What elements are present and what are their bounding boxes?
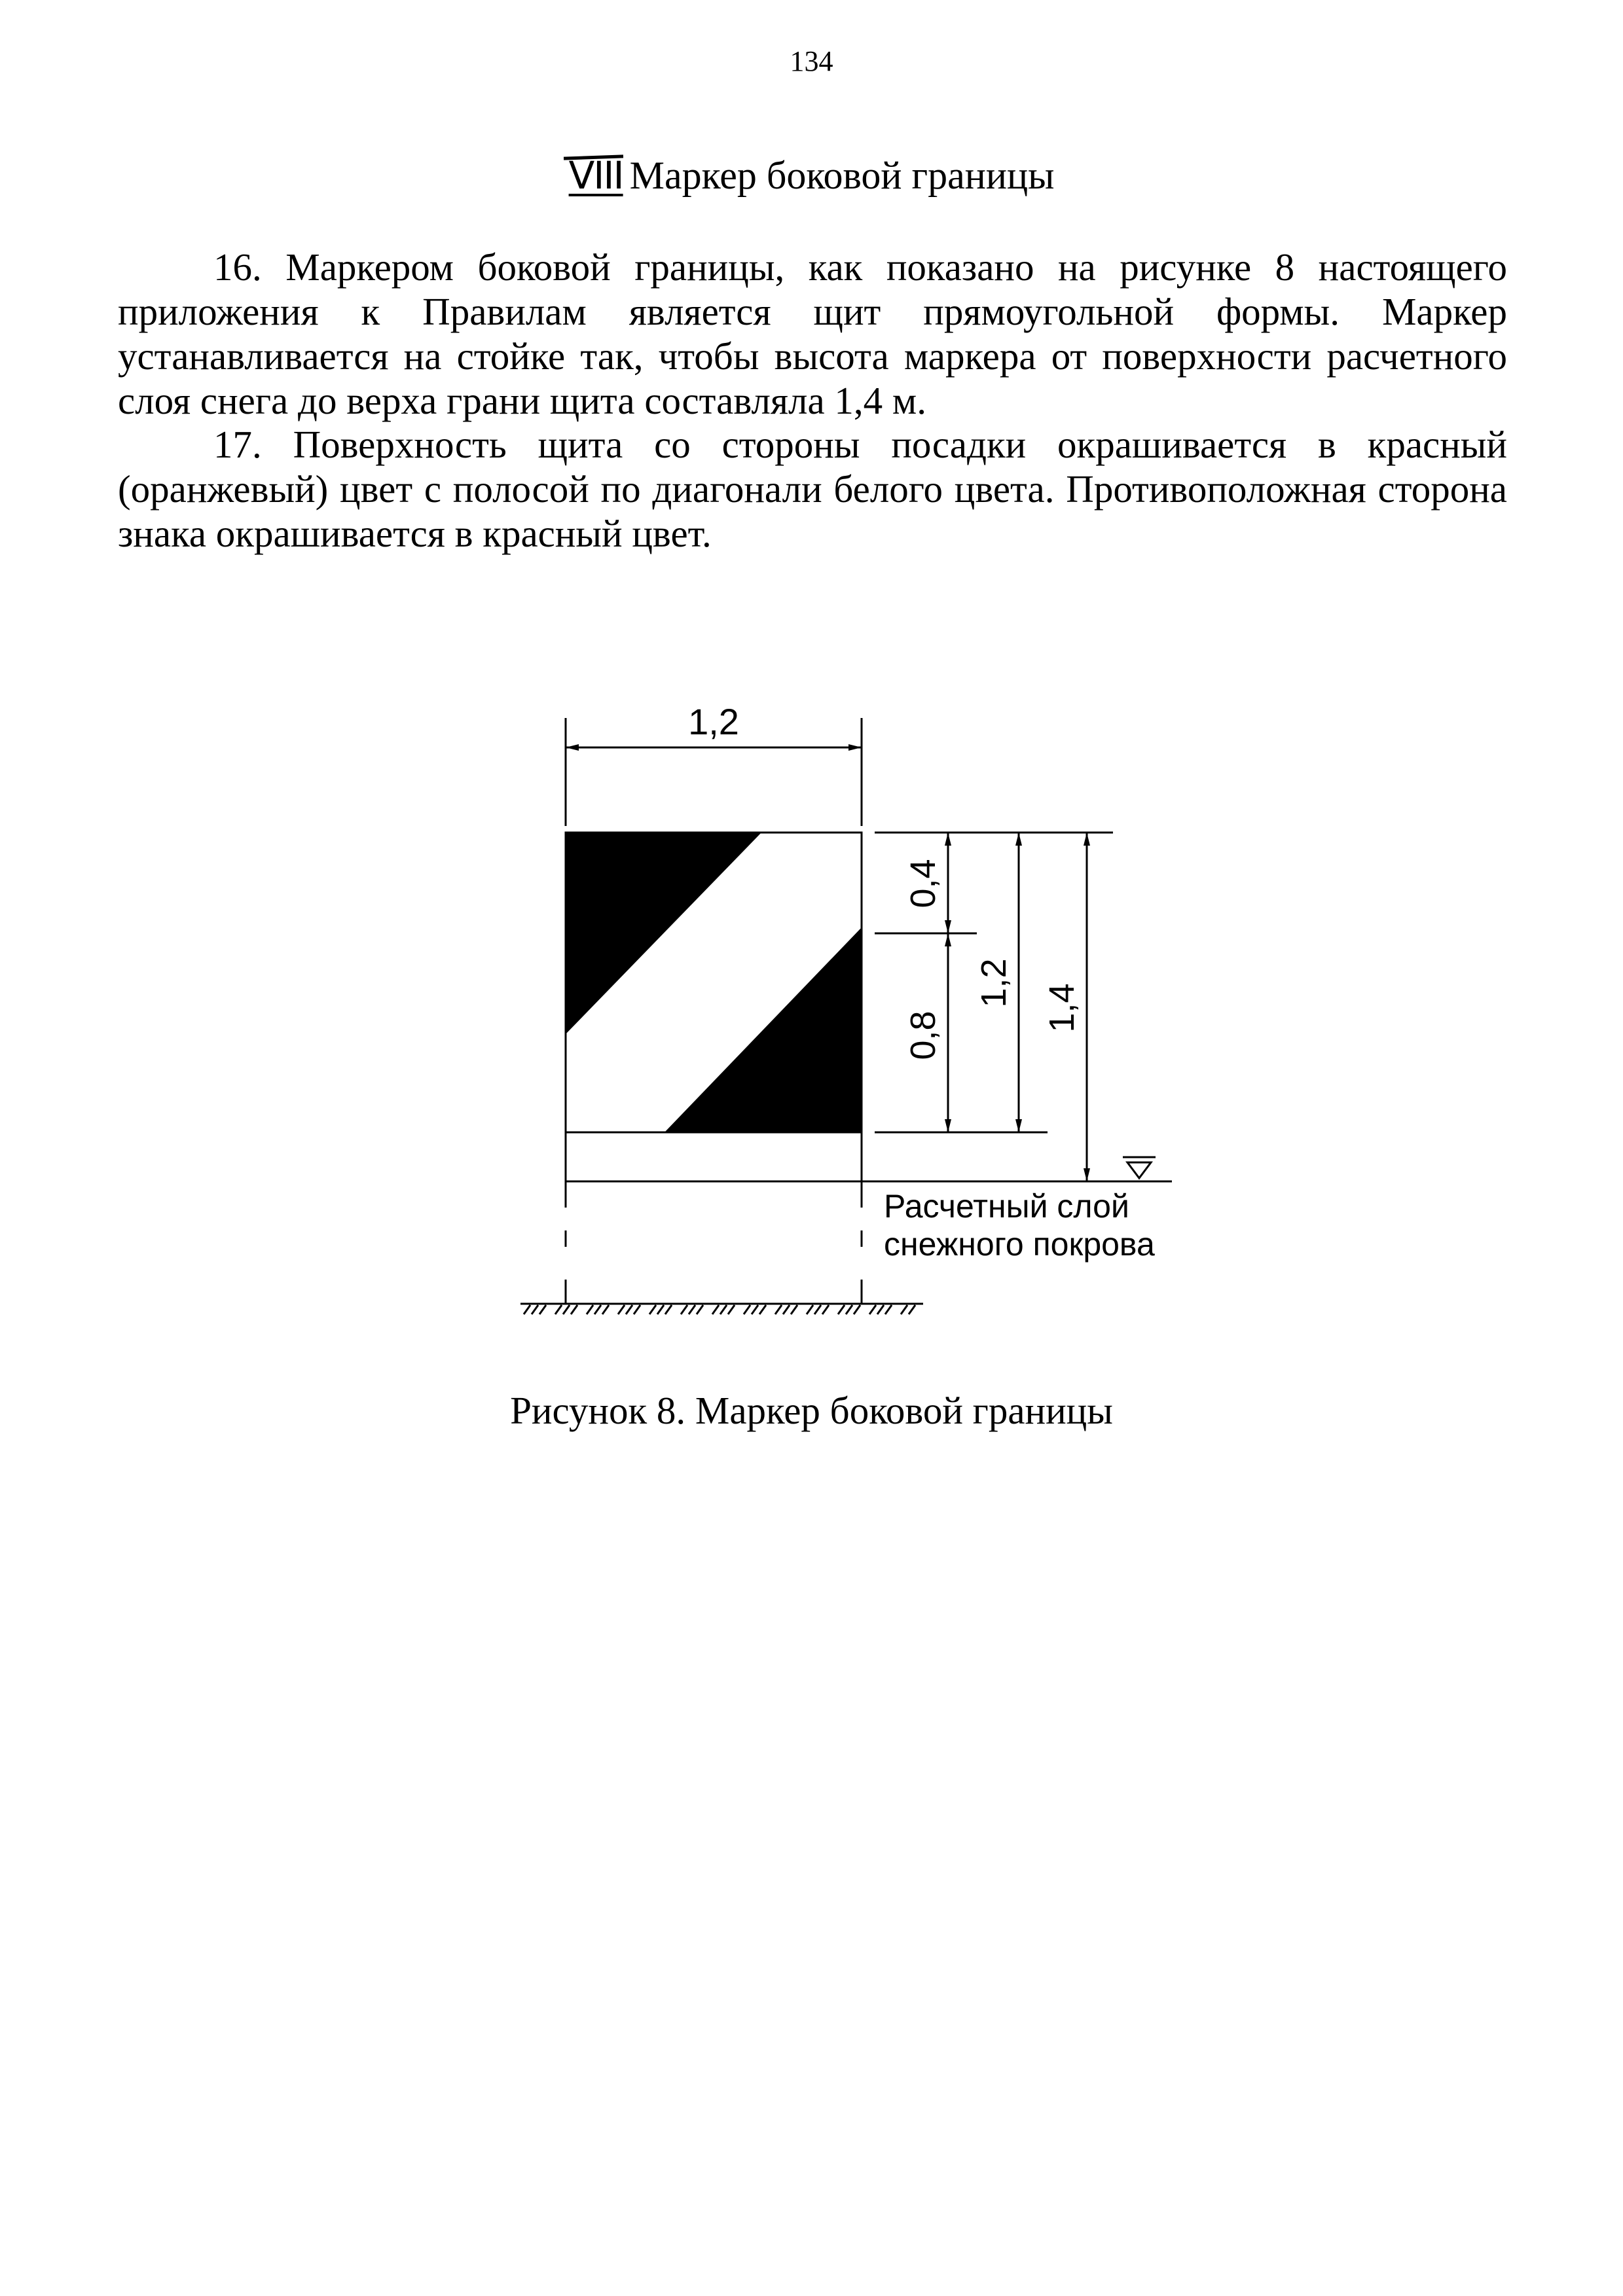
dim-total-height-label: 1,4 (1042, 983, 1082, 1033)
dim-top-part-label: 0,4 (903, 859, 943, 908)
section-title: Маркер боковой границы (629, 154, 1055, 197)
paragraph-16: 16. Маркером боковой границы, как показано на рисунке 8 настоящего приложения к Правилам является щит прямоугольной формы. Маркер устанавливается на стойке так, чтобы высота маркера от поверхности расчетного слоя снега до верха грани щита составляла 1,4 м. (118, 245, 1507, 422)
dim-shield-height-label: 1,2 (974, 958, 1013, 1008)
page-number: 134 (790, 45, 833, 77)
paragraph-17: 17. Поверхность щита со стороны посадки окрашивается в красный (оранжевый) цвет с полосой по диагонали белого цвета. Противоположная сторона знака окрашивается в красный цвет. (118, 423, 1507, 555)
figure-caption: Рисунок 8. Маркер боковой границы (510, 1389, 1113, 1432)
snow-label-line2: снежного покрова (884, 1226, 1155, 1263)
ground-hatching (520, 1304, 923, 1314)
snow-level-triangle-icon (1127, 1162, 1151, 1178)
width-label: 1,2 (688, 701, 739, 742)
dim-bottom-part-label: 0,8 (903, 1011, 943, 1060)
snow-label-line1: Расчетный слой (884, 1188, 1129, 1225)
section-roman-numeral: VIII (568, 153, 623, 198)
